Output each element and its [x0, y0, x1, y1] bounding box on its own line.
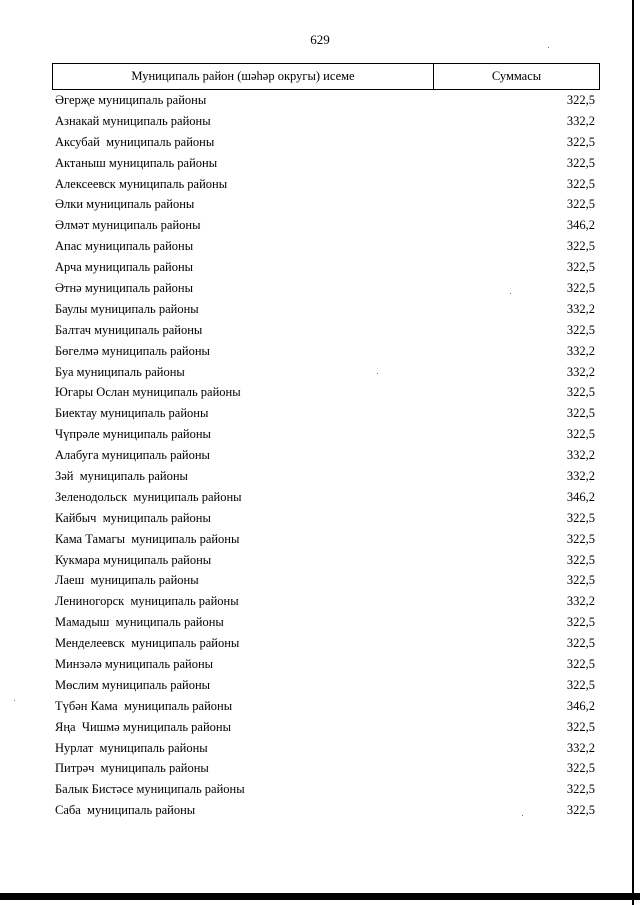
table-row: [55, 299, 595, 320]
table-row: [55, 257, 595, 278]
scan-speck: [377, 373, 378, 374]
district-amount: 322,5: [566, 92, 595, 107]
table-row: [55, 696, 595, 717]
district-name: Мөслим муниципаль районы: [55, 677, 211, 692]
header-district-name: Муниципаль район (шәһәр округы) исеме: [53, 64, 434, 89]
district-name: Питрәч муниципаль районы: [55, 761, 209, 776]
district-amount: 346,2: [566, 218, 595, 233]
district-amount: 332,2: [566, 343, 595, 358]
district-name: Зеленодольск муниципаль районы: [55, 489, 242, 504]
table-row: [55, 362, 595, 383]
table-body: [55, 90, 595, 821]
table-row: [55, 633, 595, 654]
district-amount: 332,2: [566, 594, 595, 609]
table-row: [55, 236, 595, 257]
district-name: Актаныш муниципаль районы: [55, 155, 218, 170]
table-row: [55, 550, 595, 571]
district-amount: 332,2: [566, 448, 595, 463]
district-amount: 346,2: [566, 698, 595, 713]
table-row: [55, 529, 595, 550]
district-amount: 322,5: [566, 406, 595, 421]
district-name: Азнакай муниципаль районы: [55, 113, 211, 128]
district-amount: 322,5: [566, 260, 595, 275]
table-row: [55, 738, 595, 759]
table-row: [55, 424, 595, 445]
district-name: Менделеевск муниципаль районы: [55, 636, 240, 651]
district-amount: 332,2: [566, 113, 595, 128]
district-amount: 322,5: [566, 656, 595, 671]
district-amount: 332,2: [566, 301, 595, 316]
district-amount: 322,5: [566, 552, 595, 567]
district-amount: 322,5: [566, 427, 595, 442]
district-name: Балык Бистәсе муниципаль районы: [55, 782, 245, 797]
page-number: 629: [310, 32, 330, 47]
district-name: Нурлат муниципаль районы: [55, 740, 208, 755]
district-name: Саба муниципаль районы: [55, 803, 196, 818]
table-row: [55, 759, 595, 780]
district-name: Кукмара муниципаль районы: [55, 552, 212, 567]
scan-speck: [522, 815, 523, 816]
district-name: Алексеевск муниципаль районы: [55, 176, 228, 191]
district-name: Әлмәт муниципаль районы: [55, 218, 201, 233]
scan-speck: [548, 47, 549, 48]
district-amount: 322,5: [566, 197, 595, 212]
table-row: [55, 779, 595, 800]
district-name: Югары Ослан муниципаль районы: [55, 385, 241, 400]
district-name: Чүпрәле муниципаль районы: [55, 427, 211, 442]
district-name: Зәй муниципаль районы: [55, 468, 188, 483]
district-amount: 322,5: [566, 531, 595, 546]
district-amount: 322,5: [566, 573, 595, 588]
table-row: [55, 320, 595, 341]
table-row: [55, 403, 595, 424]
district-name: Түбән Кама муниципаль районы: [55, 698, 233, 713]
district-name: Лаеш муниципаль районы: [55, 573, 199, 588]
table-row: [55, 508, 595, 529]
district-name: Әлки муниципаль районы: [55, 197, 195, 212]
table-row: [55, 466, 595, 487]
district-amount: 322,5: [566, 322, 595, 337]
page-border-bottom: [0, 893, 640, 900]
table-row: [55, 194, 595, 215]
page-border-right: [632, 0, 634, 905]
scan-speck: [510, 293, 511, 294]
table-row: [55, 612, 595, 633]
district-name: Балтач муниципаль районы: [55, 322, 203, 337]
table-row: [55, 717, 595, 738]
district-amount: 322,5: [566, 761, 595, 776]
district-name: Яңа Чишмә муниципаль районы: [55, 719, 232, 734]
district-name: Бөгелмә муниципаль районы: [55, 343, 210, 358]
district-name: Минзәлә муниципаль районы: [55, 656, 214, 671]
table-row: [55, 445, 595, 466]
district-name: Баулы муниципаль районы: [55, 301, 199, 316]
table-row: [55, 654, 595, 675]
table-row: [55, 800, 595, 821]
district-name: Апас муниципаль районы: [55, 239, 194, 254]
table-row: [55, 132, 595, 153]
district-amount: 346,2: [566, 489, 595, 504]
district-amount: 322,5: [566, 615, 595, 630]
district-name: Биектау муниципаль районы: [55, 406, 209, 421]
district-amount: 322,5: [566, 176, 595, 191]
table-row: [55, 174, 595, 195]
district-amount: 322,5: [566, 719, 595, 734]
district-amount: 322,5: [566, 677, 595, 692]
district-name: Мамадыш муниципаль районы: [55, 615, 224, 630]
district-name: Аксубай муниципаль районы: [55, 134, 215, 149]
header-sum: Суммасы: [491, 69, 542, 83]
district-name: Кама Тамагы муниципаль районы: [55, 531, 240, 546]
table-row: [55, 341, 595, 362]
district-name: Арча муниципаль районы: [55, 260, 194, 275]
table-row: [55, 215, 595, 236]
district-amount: 322,5: [566, 385, 595, 400]
district-amount: 322,5: [566, 239, 595, 254]
district-amount: 332,2: [566, 364, 595, 379]
district-name: Алабуга муниципаль районы: [55, 448, 210, 463]
table-row: [55, 591, 595, 612]
district-amount: 322,5: [566, 782, 595, 797]
table-row: [55, 570, 595, 591]
district-amount: 322,5: [566, 803, 595, 818]
district-amount: 322,5: [566, 280, 595, 295]
district-name: Лениногорск муниципаль районы: [55, 594, 239, 609]
table-row: [55, 153, 595, 174]
district-amount: 322,5: [566, 636, 595, 651]
table-row: [55, 278, 595, 299]
district-amount: 332,2: [566, 468, 595, 483]
district-name: Кайбыч муниципаль районы: [55, 510, 211, 525]
district-amount: 322,5: [566, 155, 595, 170]
table-row: [55, 675, 595, 696]
district-name: Буа муниципаль районы: [55, 364, 185, 379]
table-row: [55, 487, 595, 508]
table-header: [52, 63, 600, 90]
table-row: [55, 111, 595, 132]
district-amount: 322,5: [566, 134, 595, 149]
district-name: Әтнә муниципаль районы: [55, 280, 194, 295]
table-row: [55, 90, 595, 111]
scan-speck: [14, 700, 15, 701]
district-amount: 322,5: [566, 510, 595, 525]
table-row: [55, 382, 595, 403]
district-amount: 332,2: [566, 740, 595, 755]
district-name: Әгерҗе муниципаль районы: [55, 92, 207, 107]
